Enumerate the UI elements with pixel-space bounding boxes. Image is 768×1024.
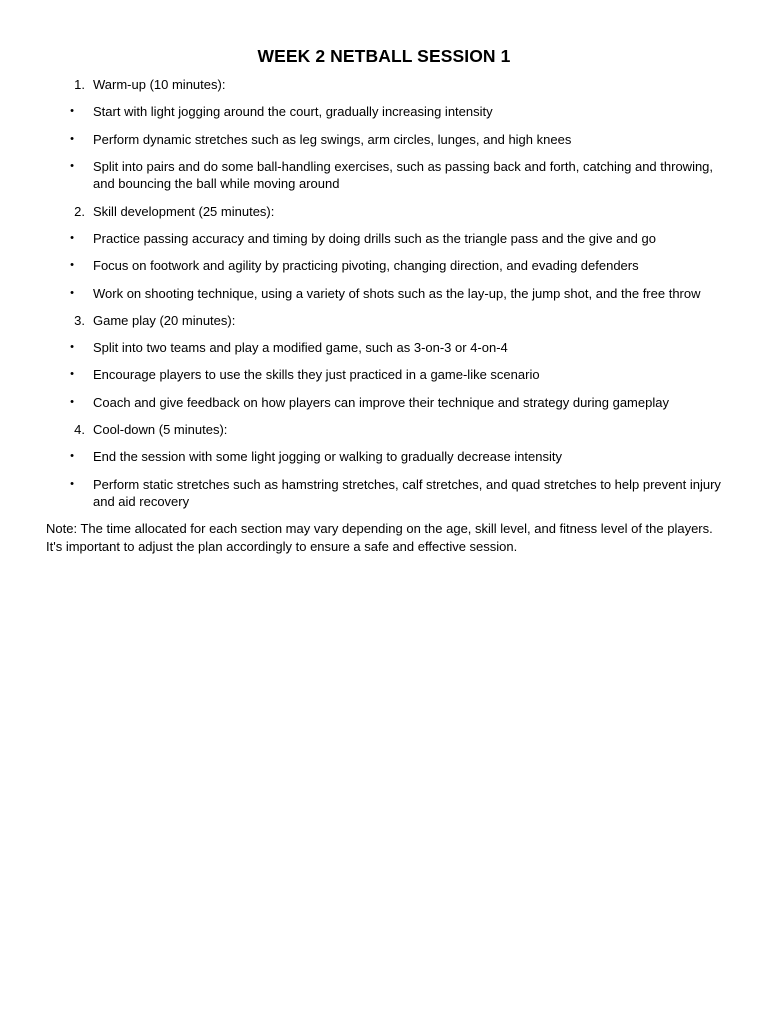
list-item-text: Cool-down (5 minutes): <box>93 422 228 438</box>
list-number: 3. <box>74 312 85 328</box>
session-plan-list <box>46 76 722 555</box>
bullet-icon: • <box>70 368 74 381</box>
bullet-icon: • <box>70 259 74 272</box>
bullet-icon: • <box>70 395 74 408</box>
list-item-text: Practice passing accuracy and timing by doing drills such as the triangle pass and the give and go <box>93 230 656 246</box>
list-item <box>46 230 722 248</box>
bullet-icon: • <box>70 477 74 490</box>
bullet-icon: • <box>70 159 74 172</box>
list-item-text: Perform dynamic stretches such as leg swings, arm circles, lunges, and high knees <box>93 131 572 147</box>
list-item <box>46 448 722 466</box>
list-item-text: Work on shooting technique, using a variety of shots such as the lay-up, the jump shot, and the free throw <box>93 285 701 301</box>
list-item-text: Split into two teams and play a modified game, such as 3-on-3 or 4-on-4 <box>93 340 508 356</box>
section-heading-cool-down <box>46 421 722 439</box>
list-number: 1. <box>74 77 85 92</box>
list-item-text: End the session with some light jogging or walking to gradually decrease intensity <box>93 449 562 465</box>
bullet-icon: • <box>70 450 74 463</box>
note-paragraph: Note: The time allocated for each section may vary depending on the age, skill level, and fitness level of the players. It's important to adjust the plan accordingly to ensure a safe and effective session. <box>46 521 713 554</box>
list-item-text: Game play (20 minutes): <box>93 312 236 328</box>
list-item <box>46 131 722 149</box>
bullet-icon: • <box>70 231 74 244</box>
list-item <box>46 366 722 384</box>
list-item-text: Perform static stretches such as hamstring stretches, calf stretches, and quad stretches to help prevent injury and aid recovery <box>93 476 721 510</box>
list-item-text: Coach and give feedback on how players can improve their technique and strategy during gameplay <box>93 394 669 410</box>
section-heading-skill-development <box>46 203 722 221</box>
list-number: 2. <box>74 203 85 219</box>
list-item <box>46 339 722 357</box>
list-item <box>46 158 722 193</box>
list-item-text: Focus on footwork and agility by practicing pivoting, changing direction, and evading defenders <box>93 258 639 274</box>
bullet-icon: • <box>70 286 74 299</box>
list-item-text: Warm-up (10 minutes): <box>93 77 226 92</box>
bullet-icon: • <box>70 132 74 145</box>
list-item-text: Encourage players to use the skills they just practiced in a game-like scenario <box>93 367 540 383</box>
list-item <box>46 103 722 121</box>
list-item <box>46 476 722 511</box>
list-item-text: Skill development (25 minutes): <box>93 203 275 219</box>
list-number: 4. <box>74 422 85 438</box>
list-item <box>46 285 722 303</box>
section-heading-game-play <box>46 312 722 330</box>
list-item-text: Split into pairs and do some ball-handling exercises, such as passing back and forth, catching and throwing, and bouncing the ball while moving around <box>93 158 714 192</box>
list-item-text: Start with light jogging around the court, gradually increasing intensity <box>93 104 493 120</box>
document-title: WEEK 2 NETBALL SESSION 1 <box>257 46 511 66</box>
list-item <box>46 257 722 275</box>
bullet-icon: • <box>70 341 74 354</box>
section-heading-warm-up <box>46 76 722 94</box>
list-item <box>46 394 722 412</box>
bullet-icon: • <box>70 105 74 118</box>
